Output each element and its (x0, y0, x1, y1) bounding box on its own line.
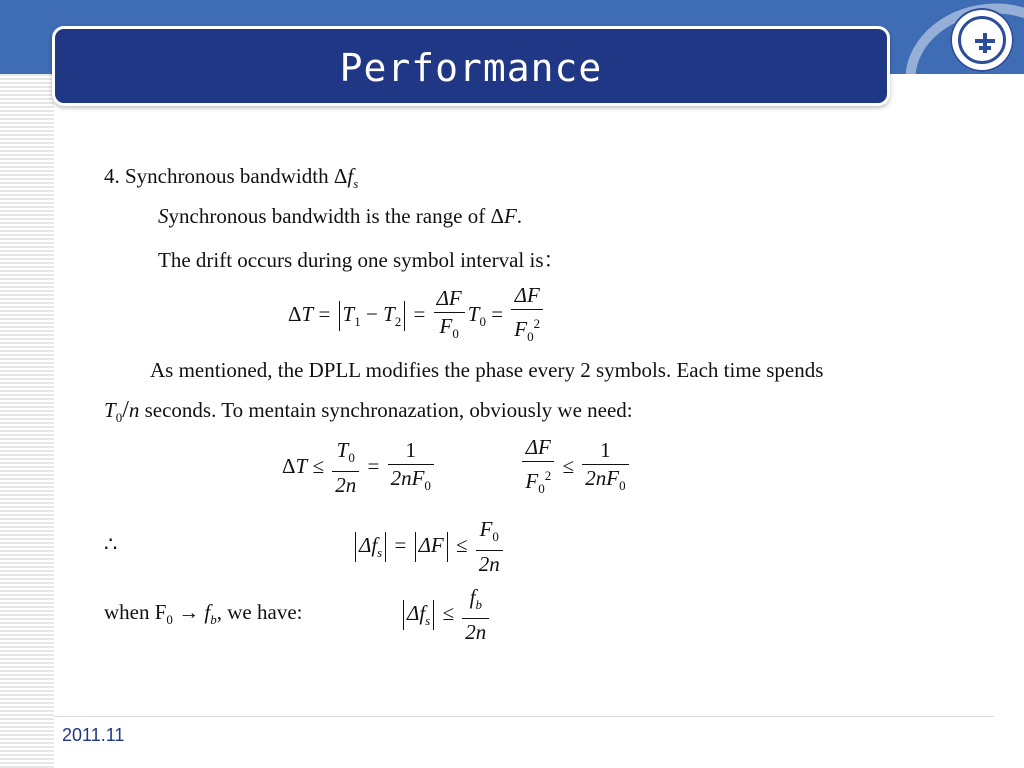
less-equal: ≤ (562, 453, 575, 478)
fraction-F0-over-2n (476, 516, 503, 578)
delta-f-symbol: Δf (359, 532, 378, 557)
logo-mark (975, 39, 995, 43)
slash: / (122, 397, 129, 423)
numerator: ΔF (434, 285, 465, 313)
numerator: ΔF (511, 282, 543, 310)
s-subscript: s (425, 612, 431, 628)
denominator: 2n (335, 473, 357, 497)
less-equal: ≤ (455, 532, 468, 557)
seconds-text: seconds. To mentain synchronazation, obviously we need: (139, 398, 633, 422)
drift-line (158, 244, 565, 274)
superscript-2: 2 (544, 468, 552, 483)
side-stripes (0, 74, 54, 768)
b-subscript: b (475, 597, 482, 612)
subscript-0: 0 (479, 313, 486, 329)
abs-bar (403, 600, 404, 630)
less-equal: ≤ (312, 453, 324, 478)
fraction-1-over-2nF0 (582, 437, 628, 499)
subscript-0: 0 (492, 529, 499, 544)
therefore-symbol (104, 532, 117, 557)
n-symbol: n (128, 398, 140, 422)
heading-line (104, 164, 358, 192)
logo-mark (983, 33, 987, 53)
dpll-line (150, 358, 823, 383)
s-letter: S (158, 204, 169, 228)
equation-1 (288, 282, 546, 350)
abs-bar (385, 532, 386, 562)
dpll-text: As mentioned, the DPLL modifies the phase every 2 symbols. Each time spends (150, 358, 824, 382)
numerator (476, 516, 503, 551)
university-logo-icon (950, 8, 1014, 72)
subscript-0: 0 (527, 329, 534, 344)
subscript-0: 0 (166, 612, 173, 627)
T-symbol: T (295, 453, 308, 478)
equals: = (394, 532, 407, 557)
abs-bar (355, 532, 356, 562)
subscript-0: 0 (424, 478, 431, 493)
numerator: 1 (388, 437, 434, 465)
therefore-text: ∴ (104, 532, 118, 556)
arrow-icon: → (178, 600, 200, 624)
abs-bar (447, 532, 448, 562)
delta-symbol: Δ (282, 453, 296, 478)
subscript-0: 0 (452, 326, 459, 341)
minus: − (365, 301, 378, 326)
f-symbol: f (347, 164, 354, 188)
definition-line (158, 204, 522, 229)
fraction-1-over-2nF0 (388, 437, 434, 499)
delta-f-symbol: Δf (407, 600, 426, 625)
numerator: ΔF (522, 434, 554, 462)
seconds-line (104, 397, 633, 426)
T1-symbol: T (342, 301, 355, 326)
numerator (332, 437, 359, 472)
numerator: 1 (582, 437, 628, 465)
abs-bar (404, 301, 405, 331)
fraction-fb-over-2n (462, 584, 489, 646)
abs-bar (415, 532, 416, 562)
b-subscript: b (210, 612, 217, 627)
T2-symbol: T (383, 301, 395, 326)
equals: = (491, 301, 504, 326)
footer-divider (54, 716, 994, 717)
title-box (52, 26, 890, 106)
denominator (388, 465, 434, 499)
drift-text: The drift occurs during one symbol interval is： (158, 248, 565, 272)
F-symbol: F (525, 469, 539, 493)
fraction-T0-over-2n (332, 437, 359, 499)
when-prefix: when F (104, 600, 167, 624)
abs-bar (433, 600, 434, 630)
T0-symbol: T (467, 301, 480, 326)
subscript-1: 1 (354, 313, 361, 329)
denominator: 2n (478, 552, 500, 576)
heading-text: 4. Synchronous bandwidth (104, 164, 334, 188)
delta-symbol: Δ (490, 204, 504, 228)
subscript-0: 0 (115, 410, 123, 425)
superscript-2: 2 (533, 316, 541, 331)
2nF-term: 2nF (390, 466, 425, 490)
T-symbol: T (336, 438, 349, 462)
2nF-term: 2nF (585, 466, 620, 490)
subscript-0: 0 (619, 478, 626, 493)
f-symbol: f (469, 585, 476, 609)
period: . (516, 204, 523, 228)
definition-text: ynchronous bandwidth is the range of (168, 204, 491, 228)
slide-title: Performance (339, 46, 603, 90)
equals: = (318, 301, 331, 326)
denominator (582, 465, 628, 499)
logo-ring (958, 16, 1006, 64)
when-suffix: , we have: (216, 600, 303, 624)
equals: = (413, 301, 426, 326)
f-symbol: f (204, 600, 211, 624)
subscript-0: 0 (348, 450, 355, 465)
delta-symbol: Δ (288, 301, 302, 326)
fraction-deltaF-over-F0 (434, 285, 465, 347)
T-symbol: T (301, 301, 314, 326)
F-symbol: F (503, 204, 517, 228)
when-line (104, 600, 302, 628)
F-symbol: F (439, 314, 453, 338)
T-symbol: T (104, 398, 116, 422)
abs-bar (339, 301, 340, 331)
fraction-deltaF-over-F0-squared (511, 282, 543, 350)
F-symbol: F (479, 517, 493, 541)
subscript-0: 0 (538, 481, 545, 496)
denominator (522, 462, 554, 502)
footer-date: 2011.11 (62, 725, 125, 745)
equation-2 (282, 434, 632, 502)
denominator: 2n (465, 620, 487, 644)
numerator (462, 584, 489, 619)
logo-mark (979, 46, 991, 50)
delta-symbol: Δ (333, 164, 348, 188)
subscript-2: 2 (394, 313, 402, 329)
denominator (434, 313, 465, 347)
s-subscript: s (377, 544, 383, 560)
F-symbol: F (514, 317, 528, 341)
equation-4 (400, 584, 492, 646)
delta-F-symbol: ΔF (418, 532, 444, 557)
denominator (511, 310, 543, 350)
fraction-deltaF-over-F0-squared (522, 434, 554, 502)
equation-3 (352, 516, 506, 578)
less-equal: ≤ (442, 600, 455, 625)
equals: = (367, 453, 380, 478)
s-subscript: s (353, 176, 359, 191)
